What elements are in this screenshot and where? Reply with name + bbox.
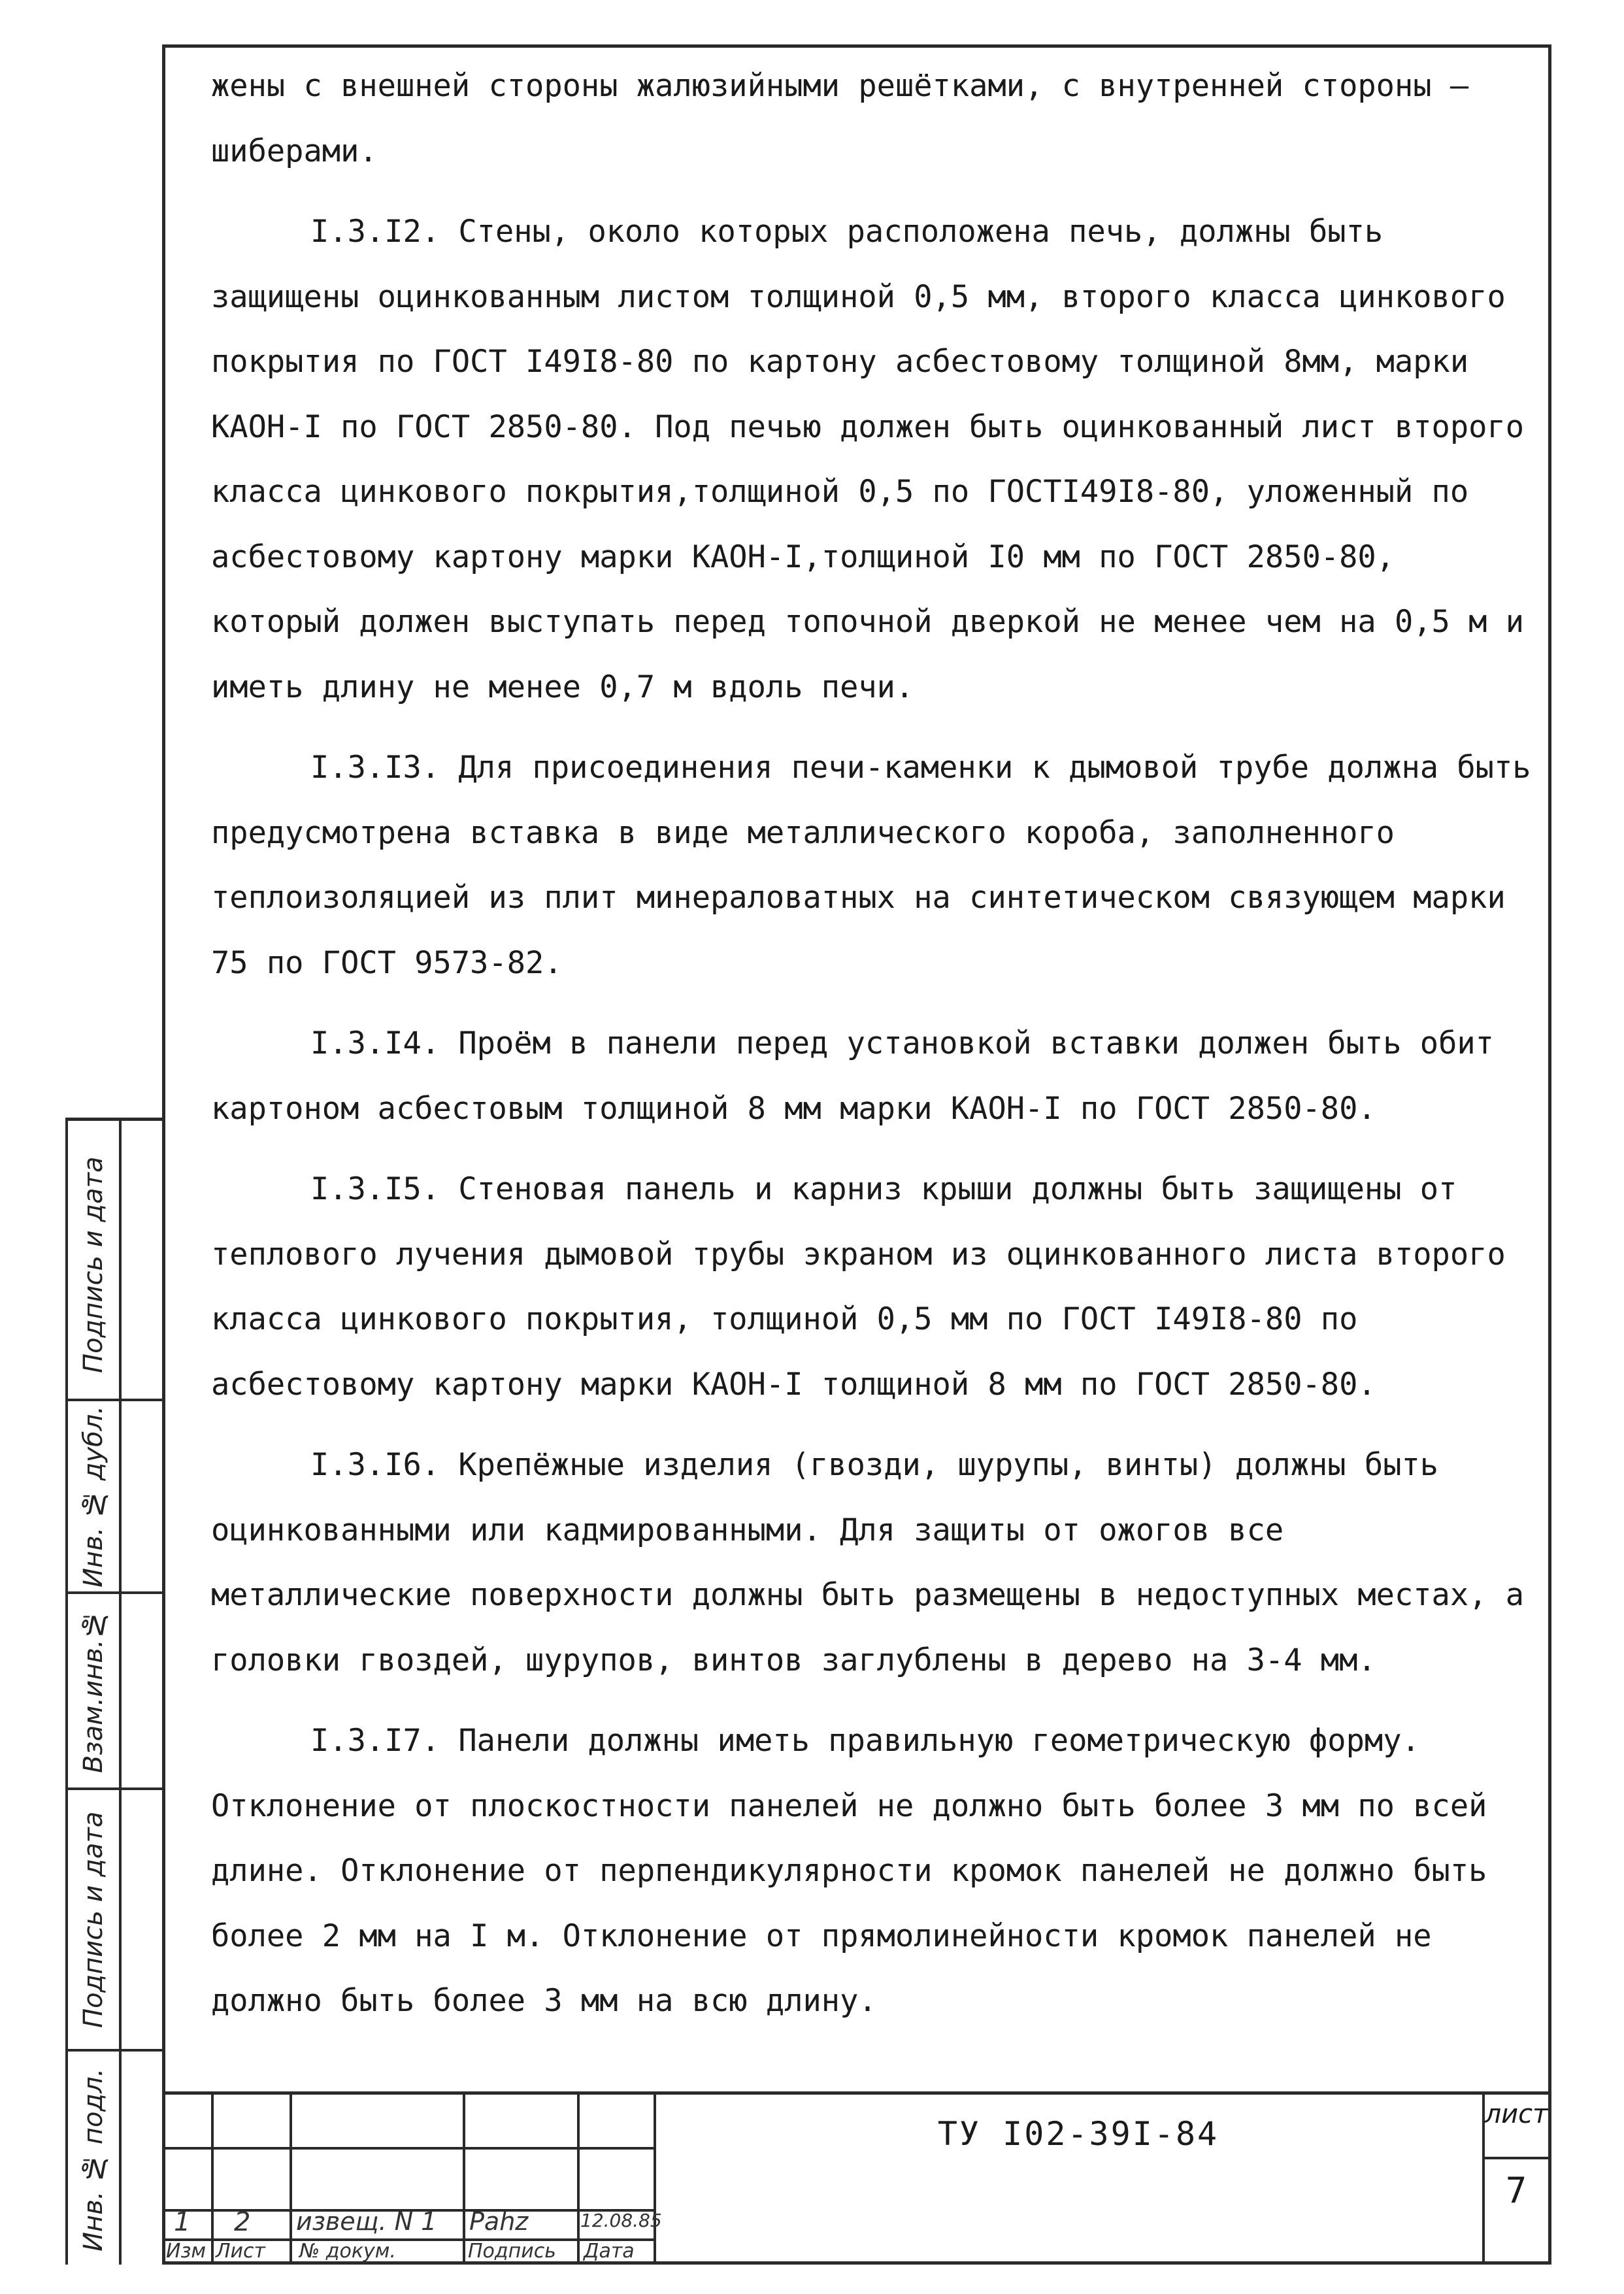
stamp-label-inv-dubl: Инв. № дубл. — [78, 1405, 108, 1588]
stamp-divider — [65, 1399, 162, 1401]
paragraph-1-3-17: I.3.I7. Панели должны иметь правильную геометрическую форму. Отклонение от плоскостности панелей не должно быть более 3 мм по всей длине. Отклонение от перпендикулярности кромок панелей не должно быть более 2 мм на I м. Отклонение от прямолинейности кромок панелей не должно быть более 3 мм на всю длину. — [211, 1723, 1487, 2019]
stamp-inner-line — [119, 1121, 122, 2265]
document-body — [211, 54, 1531, 2034]
doc-number-value: извещ. N 1 — [296, 2207, 437, 2236]
tb-col-line — [654, 2095, 656, 2265]
date-label: Дата — [584, 2240, 635, 2263]
stamp-label-vzam-inv: Взам.инв.№ — [78, 1609, 108, 1773]
tb-row-line — [162, 2147, 654, 2150]
sheet-number: 7 — [1505, 2170, 1527, 2211]
stamp-label-inv-podl: Инв. № подл. — [78, 2068, 108, 2252]
paragraph-1-3-15: I.3.I5. Стеновая панель и карниз крыши должны быть защищены от теплового лучения дымовой трубы экраном из оцинкованного листа второго класса цинкового покрытия, толщиной 0,5 мм по ГОСТ I49I8-80 по асбестовому картону марки КАОН-I толщиной 8 мм по ГОСТ 2850-80. — [211, 1171, 1506, 1403]
side-stamp — [65, 1118, 162, 2265]
izm-value: 1 — [174, 2207, 191, 2237]
date-value: 12.08.85 — [580, 2210, 662, 2231]
stamp-divider — [65, 2049, 162, 2052]
document-code: ТУ I02-39I-84 — [937, 2115, 1219, 2153]
list-label: Лист — [216, 2240, 266, 2263]
izm-label: Изм — [166, 2240, 207, 2263]
stamp-divider — [65, 1591, 162, 1594]
stamp-label-podpis-data-bottom: Подпись и дата — [78, 1811, 108, 2029]
signature-value: Pahz — [469, 2207, 529, 2236]
stamp-outer-line — [65, 1121, 68, 2265]
stamp-divider — [65, 1787, 162, 1790]
sheet-label: лист — [1484, 2099, 1548, 2129]
paragraph-1-3-14: I.3.I4. Проём в панели перед установкой вставки должен быть обит картоном асбестовым толщиной 8 мм марки КАОН-I по ГОСТ 2850-80. — [211, 1025, 1494, 1127]
list-value: 2 — [234, 2207, 251, 2237]
tb-row-line — [1482, 2157, 1551, 2159]
paragraph-continuation: жены с внешней стороны жалюзийными решётками, с внутренней стороны – шиберами. — [211, 68, 1469, 169]
paragraph-1-3-12: I.3.I2. Стены, около которых расположена печь, должны быть защищены оцинкованным листом толщиной 0,5 мм, второго класса цинкового покрытия по ГОСТ I49I8-80 по картону асбестовому толщиной 8мм, марки КАОН-I по ГОСТ 2850-80. Под печью должен быть оцинкованный лист второго класса цинкового покрытия,толщиной 0,5 по ГОСТI49I8-80, уложенный по асбестовому картону марки КАОН-I,толщиной I0 мм по ГОСТ 2850-80, который должен выступать перед топочной дверкой не менее чем на 0,5 м и иметь длину не менее 0,7 м вдоль печи. — [211, 214, 1525, 705]
signature-label: Подпись — [468, 2240, 556, 2263]
doc-number-label: № докум. — [299, 2240, 396, 2263]
paragraph-1-3-16: I.3.I6. Крепёжные изделия (гвозди, шурупы, винты) должны быть оцинкованными или кадмированными. Для защиты от ожогов все металлические поверхности должны быть размещены в недоступных местах, а головки гвоздей, шурупов, винтов заглублены в дерево на 3-4 мм. — [211, 1447, 1525, 1678]
stamp-label-podpis-data-top: Подпись и дата — [78, 1156, 108, 1373]
paragraph-1-3-13: I.3.I3. Для присоединения печи-каменки к дымовой трубе должна быть предусмотрена вставка в виде металлического короба, заполненного теплоизоляцией из плит минераловатных на синтетическом связующем марки 75 по ГОСТ 9573-82. — [211, 750, 1531, 981]
